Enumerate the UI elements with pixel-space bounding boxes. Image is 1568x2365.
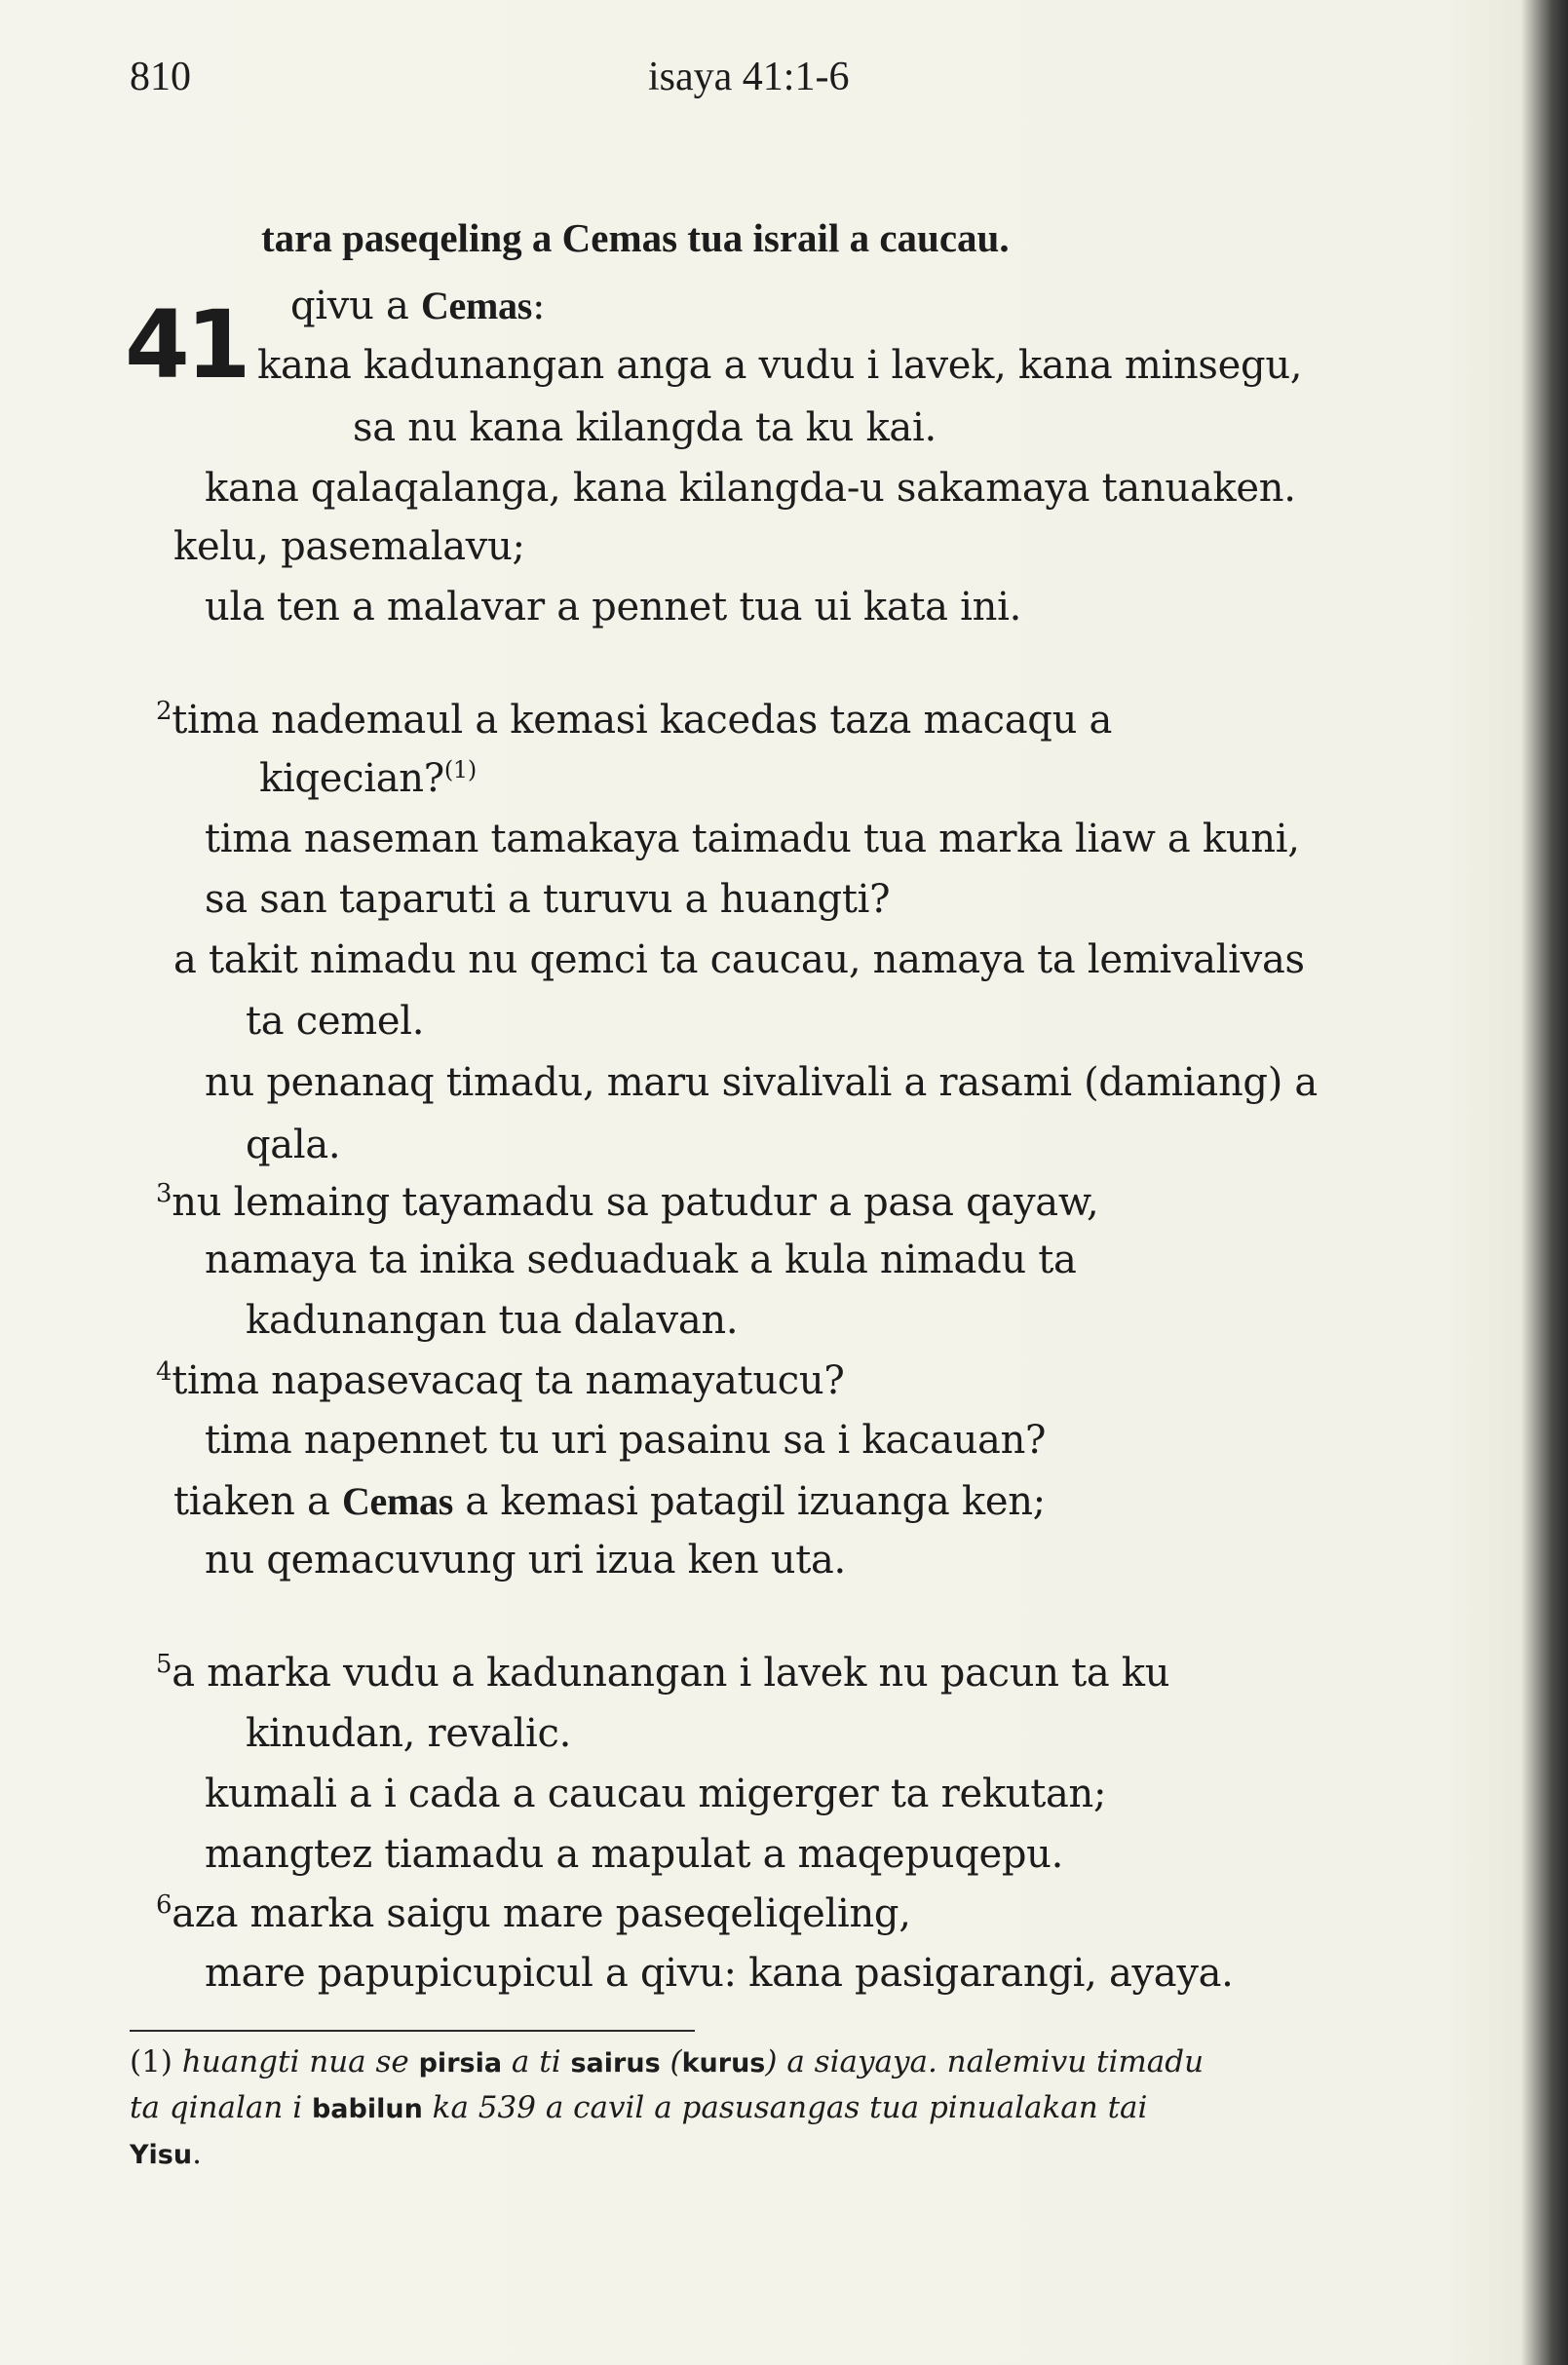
footnote-mark: (1) bbox=[130, 2044, 172, 2079]
verse-line: kadunangan tua dalavan. bbox=[246, 1298, 739, 1343]
section-heading: tara paseqeling a Cemas tua israil a caucau. bbox=[261, 215, 1010, 260]
verse-text: tima napasevacaq ta namayatucu? bbox=[172, 1358, 845, 1403]
verse-line: kelu, pasemalavu; bbox=[173, 524, 525, 569]
verse-number: 3 bbox=[156, 1179, 172, 1208]
verse-line: sa nu kana kilangda ta ku kai. bbox=[353, 405, 937, 450]
footnote-text: huangti nua se bbox=[172, 2044, 419, 2079]
verse-line bbox=[290, 283, 545, 328]
footnote-divider bbox=[130, 2030, 695, 2032]
footnote-line bbox=[130, 2044, 1204, 2079]
footnote-bold: Yisu bbox=[130, 2140, 193, 2170]
running-title: isaya 41:1-6 bbox=[648, 55, 850, 99]
verse-line: kumali a i cada a caucau migerger ta rekutan; bbox=[205, 1772, 1107, 1816]
footnote-bold: sairus bbox=[570, 2048, 661, 2079]
verse-text: tima nademaul a kemasi kacedas taza macaqu a bbox=[172, 698, 1112, 743]
verse-line: nu penanaq timadu, maru sivalivali a rasami (damiang) a bbox=[205, 1060, 1318, 1105]
footnote-bold: pirsia bbox=[418, 2048, 503, 2079]
footnote-text: ta qinalan i bbox=[130, 2090, 312, 2125]
footnote-text: ka bbox=[422, 2090, 478, 2125]
divine-name: Cemas bbox=[420, 284, 532, 327]
verse-line bbox=[156, 1179, 1098, 1225]
verse-line: ta cemel. bbox=[246, 999, 425, 1044]
chapter-number: 41 bbox=[125, 290, 248, 400]
verse-text: : bbox=[531, 284, 546, 328]
footnote-bold: babilun bbox=[311, 2094, 423, 2124]
footnote-text: 539 bbox=[478, 2090, 536, 2125]
verse-text: aza marka saigu mare paseqeliqeling, bbox=[172, 1891, 911, 1936]
footnote-reference[interactable]: (1) bbox=[443, 756, 477, 783]
footnote-text: a cavil a pasusangas tua pinualakan tai bbox=[535, 2090, 1148, 2125]
footnote-text: a ti bbox=[502, 2044, 571, 2079]
verse-line bbox=[156, 1357, 845, 1403]
verse-line: tima napennet tu uri pasainu sa i kacauan? bbox=[205, 1418, 1047, 1463]
verse-text: a kemasi patagil izuanga ken; bbox=[453, 1479, 1046, 1524]
verse-text: nu lemaing tayamadu sa patudur a pasa qayaw, bbox=[172, 1180, 1099, 1225]
verse-line bbox=[156, 697, 1112, 743]
verse-number: 5 bbox=[156, 1650, 172, 1679]
verse-number: 6 bbox=[156, 1890, 172, 1920]
verse-line bbox=[156, 1890, 911, 1936]
verse-line: nu qemacuvung uri izua ken uta. bbox=[205, 1538, 846, 1583]
verse-line: qala. bbox=[246, 1123, 341, 1167]
verse-line: mare papupicupicul a qivu: kana pasigarangi, ayaya. bbox=[205, 1951, 1234, 1996]
verse-line: mangtez tiamadu a mapulat a maqepuqepu. bbox=[205, 1832, 1064, 1877]
verse-line bbox=[259, 756, 477, 801]
verse-line: kana qalaqalanga, kana kilangda-u sakamaya tanuaken. bbox=[205, 466, 1296, 511]
verse-line: tima naseman tamakaya taimadu tua marka liaw a kuni, bbox=[205, 817, 1300, 861]
verse-number: 4 bbox=[156, 1357, 172, 1387]
divine-name: Cemas bbox=[341, 1479, 453, 1523]
footnote-text: ( bbox=[660, 2044, 682, 2079]
verse-text: qivu a bbox=[290, 284, 421, 328]
footnote-line bbox=[130, 2136, 202, 2171]
verse-line: kinudan, revalic. bbox=[246, 1711, 572, 1756]
verse-line bbox=[156, 1650, 1169, 1696]
verse-line bbox=[173, 1478, 1046, 1524]
page-number: 810 bbox=[130, 55, 191, 99]
verse-text: a marka vudu a kadunangan i lavek nu pacun ta ku bbox=[172, 1651, 1170, 1696]
verse-line: namaya ta inika seduaduak a kula nimadu ta bbox=[205, 1238, 1077, 1282]
verse-line: ula ten a malavar a pennet tua ui kata ini. bbox=[205, 585, 1021, 629]
footnote-text: . bbox=[192, 2136, 202, 2171]
footnote-line bbox=[130, 2090, 1147, 2125]
verse-text: kiqecian? bbox=[259, 756, 444, 801]
verse-line: sa san taparuti a turuvu a huangti? bbox=[205, 877, 891, 922]
verse-line: a takit nimadu nu qemci ta caucau, namaya ta lemivalivas bbox=[173, 937, 1305, 982]
verse-line: kana kadunangan anga a vudu i lavek, kana minsegu, bbox=[257, 343, 1303, 388]
footnote-text: ) a siayaya. nalemivu timadu bbox=[765, 2044, 1205, 2079]
verse-number: 2 bbox=[156, 697, 172, 726]
footnote-bold: kurus bbox=[681, 2048, 766, 2079]
verse-text: tiaken a bbox=[173, 1479, 342, 1524]
